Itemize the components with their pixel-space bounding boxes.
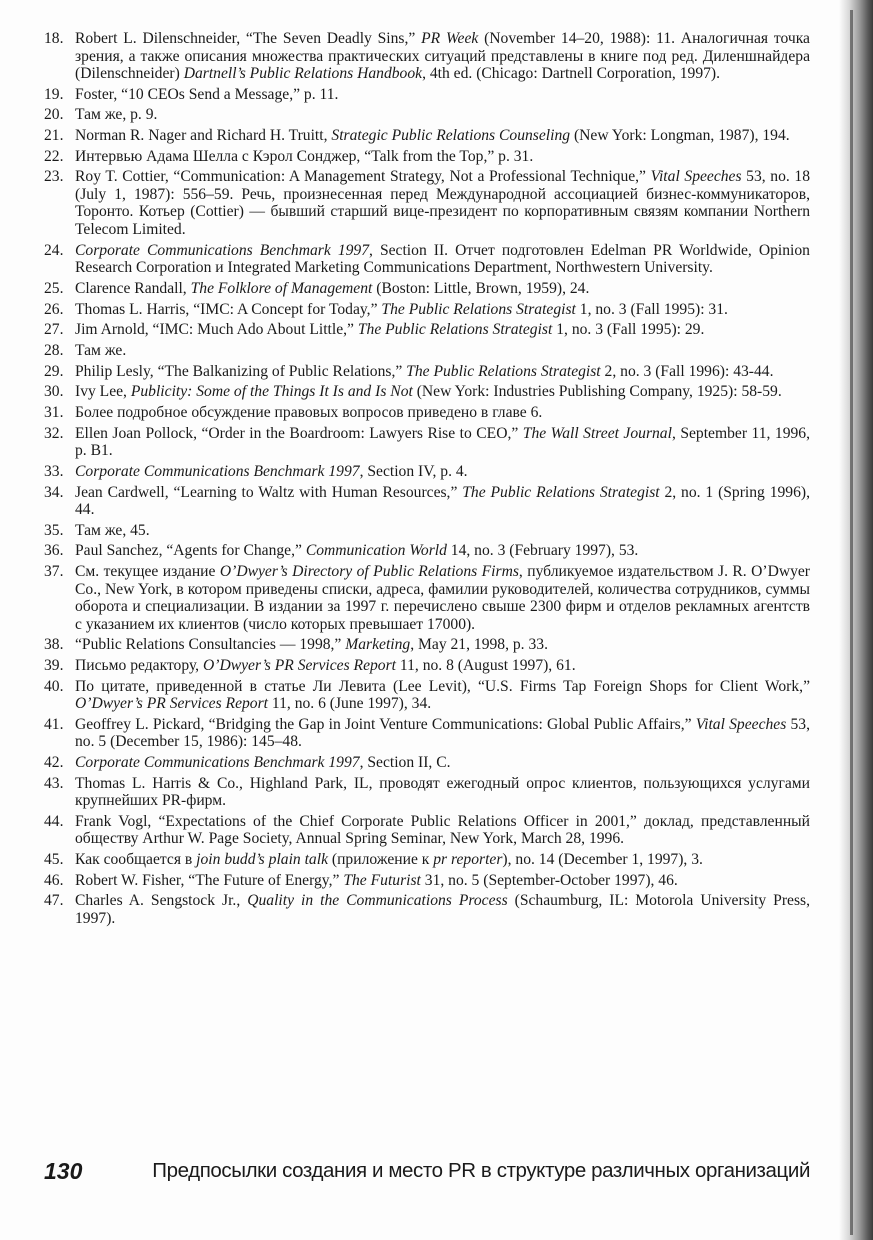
endnote-item: [44, 342, 810, 360]
endnote-text: [75, 86, 338, 103]
endnote-item: [44, 872, 810, 890]
endnote-number: 18.: [44, 30, 64, 47]
endnote-item: [44, 30, 810, 83]
endnote-text-run: 31, no. 5 (September-October 1997), 46.: [420, 871, 678, 889]
endnote-item: [44, 127, 810, 145]
endnote-number: 28.: [44, 341, 64, 359]
endnote-text-run: Там же, 45.: [75, 521, 150, 539]
endnote-text-run: Более подробное обсуждение правовых вопросов приведено в главе 6.: [75, 403, 543, 421]
endnote-text-run: Robert W. Fisher, “The Future of Energy,”: [75, 871, 344, 889]
endnote-text-run: (Schaumburg, IL: Motorola University Press, 1997).: [75, 892, 810, 927]
endnote-italic-title: PR Week: [421, 30, 479, 47]
endnote-text-run: Ivy Lee,: [75, 383, 131, 401]
endnote-item: [44, 716, 810, 751]
endnote-italic-title: Corporate Communications Benchmark 1997: [75, 754, 360, 771]
endnote-item: [44, 321, 810, 339]
endnote-text: [75, 892, 810, 927]
page-footer: [44, 1158, 810, 1198]
endnote-text-run: Там же.: [75, 341, 127, 359]
endnote-text: [75, 754, 451, 771]
endnote-text-run: Philip Lesly, “The Balkanizing of Public Relations,”: [75, 362, 407, 380]
endnote-text-run: 1, no. 3 (Fall 1995): 31.: [575, 300, 728, 318]
endnote-text: [75, 280, 589, 297]
endnote-item: [44, 678, 810, 713]
endnote-number: 40.: [44, 677, 64, 695]
endnote-text-run: Robert L. Dilenschneider, “The Seven Deadly Sins,”: [75, 30, 422, 47]
endnote-number: 21.: [44, 127, 64, 145]
endnote-text-run: ), no. 14 (December 1, 1997), 3.: [502, 851, 703, 869]
endnote-italic-title: The Folklore of Management: [190, 279, 373, 297]
endnote-text: [75, 872, 678, 889]
endnote-italic-title: The Futurist: [343, 871, 421, 889]
endnote-text-run: Там же, p. 9.: [75, 106, 158, 124]
endnote-item: [44, 280, 810, 298]
endnote-text: [75, 775, 810, 810]
endnote-text: [75, 851, 703, 868]
endnote-number: 31.: [44, 403, 64, 421]
endnote-text-run: 11, no. 8 (August 1997), 61.: [395, 656, 576, 674]
endnote-text: [75, 542, 638, 559]
endnote-text-run: Roy T. Cottier, “Communication: A Management Strategy, Not a Professional Technique,”: [75, 168, 651, 186]
endnote-text-run: Jim Arnold, “IMC: Much Ado About Little,”: [75, 321, 358, 339]
endnote-italic-title: O’Dwyer’s PR Services Report: [202, 656, 396, 674]
endnote-number: 41.: [44, 715, 64, 733]
endnote-item: [44, 242, 810, 277]
endnote-italic-title: The Public Relations Strategist: [406, 362, 601, 380]
endnote-number: 27.: [44, 321, 64, 339]
endnote-italic-title: Publicity: Some of the Things It Is and Is Not: [130, 383, 413, 401]
endnote-text-run: Foster, “10 CEOs Send a Message,” p. 11.: [75, 85, 339, 103]
endnote-text-run: 1, no. 3 (Fall 1995): 29.: [552, 321, 705, 339]
endnote-text-run: , 4th ed. (Chicago: Dartnell Corporation, 1997).: [422, 65, 721, 82]
endnote-text: [75, 813, 810, 848]
endnote-text-run: Thomas L. Harris, “IMC: A Concept for Today,”: [75, 300, 382, 318]
endnote-text: [75, 404, 542, 421]
endnote-item: [44, 86, 810, 104]
endnote-italic-title: Communication World: [305, 542, 447, 560]
endnote-text: [75, 127, 790, 144]
endnote-item: [44, 775, 810, 810]
endnote-text: [75, 522, 150, 539]
endnote-text-run: Frank Vogl, “Expectations of the Chief Corporate Public Relations Officer in 2001,” доклад, представленный обществу Arthur W. Page Society, Annual Spring Seminar, New York, March 28, 1996.: [75, 812, 810, 848]
endnotes-list: [44, 30, 810, 931]
endnote-italic-title: Marketing: [345, 636, 411, 654]
endnote-number: 45.: [44, 851, 64, 869]
endnote-text-run: “Public Relations Consultancies — 1998,”: [75, 636, 346, 654]
endnote-text-run: (New York: Industries Publishing Company, 1925): 58-59.: [412, 383, 782, 401]
endnote-text: [75, 242, 810, 277]
endnote-text: [75, 484, 810, 519]
endnote-text-run: Как сообщается в: [75, 851, 197, 869]
endnote-number: 19.: [44, 85, 64, 103]
endnote-number: 35.: [44, 521, 64, 539]
running-title: Предпосылки создания и место PR в структуре различных организаций: [152, 1159, 810, 1182]
endnote-italic-title: Strategic Public Relations Counseling: [331, 127, 571, 145]
endnote-italic-title: The Public Relations Strategist: [381, 300, 576, 318]
endnote-text-run: (приложение к: [328, 851, 434, 869]
endnote-item: [44, 657, 810, 675]
page-number: 130: [44, 1158, 83, 1184]
endnote-item: [44, 563, 810, 633]
endnote-text: [75, 106, 157, 123]
endnote-item: [44, 425, 810, 460]
endnote-text: [75, 321, 704, 338]
endnote-italic-title: The Public Relations Strategist: [357, 321, 553, 339]
endnote-text-run: 11, no. 6 (June 1997), 34.: [268, 695, 432, 713]
endnote-text: [75, 563, 810, 633]
endnote-text: [75, 30, 810, 82]
endnote-number: 26.: [44, 300, 64, 318]
endnote-number: 20.: [44, 106, 64, 124]
endnote-text: [75, 168, 810, 238]
endnote-item: [44, 542, 810, 560]
endnote-text: [75, 301, 728, 318]
endnote-item: [44, 301, 810, 319]
endnote-text-run: 2, no. 3 (Fall 1996): 43-44.: [600, 362, 774, 380]
endnote-number: 37.: [44, 563, 64, 581]
endnote-text-run: (Boston: Little, Brown, 1959), 24.: [372, 279, 590, 297]
endnote-italic-title: join budd’s plain talk: [196, 851, 328, 869]
endnote-item: [44, 754, 810, 772]
endnote-text-run: , Section II. Отчет подготовлен Edelman PR Worldwide, Opinion Research Corporation и Integrated Marketing Communications Department, Northwestern University.: [75, 241, 810, 277]
endnote-number: 36.: [44, 542, 64, 560]
endnote-text-run: Norman R. Nager and Richard H. Truitt,: [75, 127, 332, 145]
endnote-item: [44, 148, 810, 166]
endnote-item: [44, 363, 810, 381]
endnote-number: 22.: [44, 147, 64, 165]
endnote-text-run: (New York: Longman, 1987), 194.: [570, 127, 790, 145]
endnote-text-run: 53, no. 18 (July 1, 1987): 556–59. Речь, произнесенная перед Международной ассоциацией бизнес-коммуникаторов, Торонто. Котьер (Cottier) — бывший старший вице-президент по корпоративным связям компании Northern Telecom Limited.: [75, 168, 810, 238]
endnote-item: [44, 404, 810, 422]
endnote-text-run: Charles A. Sengstock Jr.,: [75, 892, 248, 910]
endnote-number: 24.: [44, 241, 64, 259]
endnote-text-run: По цитате, приведенной в статье Ли Левита (Lee Levit), “U.S. Firms Tap Foreign Shops for Client Work,”: [75, 677, 810, 695]
endnote-text-run: Письмо редактору,: [75, 656, 203, 674]
endnote-number: 23.: [44, 168, 64, 186]
endnote-italic-title: pr reporter: [433, 851, 503, 869]
endnote-text-run: Ellen Joan Pollock, “Order in the Boardroom: Lawyers Rise to CEO,”: [75, 424, 523, 442]
endnote-text-run: , May 21, 1998, p. 33.: [410, 636, 548, 654]
endnote-item: [44, 106, 810, 124]
endnote-text-run: Thomas L. Harris & Co., Highland Park, IL, проводят ежегодный опрос клиентов, пользующихся услугами крупнейших PR-фирм.: [75, 774, 810, 810]
endnote-item: [44, 522, 810, 540]
endnote-number: 44.: [44, 812, 64, 830]
endnote-item: [44, 813, 810, 848]
endnote-number: 39.: [44, 656, 64, 674]
endnote-italic-title: O’Dwyer’s PR Services Report: [75, 695, 268, 713]
binding-edge-shadow: [839, 0, 873, 1240]
endnote-text: [75, 716, 810, 751]
endnote-text-run: , September 11, 1996, p. B1.: [75, 424, 810, 460]
endnote-text: [75, 148, 533, 165]
endnote-item: [44, 463, 810, 481]
endnote-text: [75, 342, 126, 359]
endnote-number: 46.: [44, 871, 64, 889]
endnote-text: [75, 678, 810, 713]
endnote-text-run: Clarence Randall,: [75, 279, 191, 297]
endnote-text-run: См. текущее издание: [75, 563, 220, 581]
endnote-italic-title: Vital Speeches: [695, 715, 787, 733]
endnote-italic-title: Dartnell’s Public Relations Handbook: [183, 65, 423, 82]
endnote-number: 47.: [44, 892, 64, 910]
endnote-text: [75, 425, 810, 460]
endnote-number: 42.: [44, 754, 64, 771]
endnote-text-run: , публикуемое издательством J. R. O’Dwyer Co., New York, в котором приведены списки, адреса, фамилии руководителей, количества сотрудников, суммы оборота и специализации. В издании за 1997 г. перечислено свыше 2300 фирм и отделов рекламных агентств с указанием их клиентов (число которых превышает 17000).: [75, 563, 810, 633]
endnote-italic-title: The Public Relations Strategist: [462, 483, 660, 501]
endnote-text: [75, 383, 782, 400]
binding-edge-line: [850, 10, 853, 1235]
endnote-number: 38.: [44, 636, 64, 654]
endnote-number: 34.: [44, 483, 64, 501]
endnote-item: [44, 636, 810, 654]
endnote-item: [44, 484, 810, 519]
endnote-number: 43.: [44, 774, 64, 792]
endnote-number: 29.: [44, 362, 64, 380]
endnote-text-run: Paul Sanchez, “Agents for Change,”: [75, 542, 306, 560]
endnote-text-run: 53, no. 5 (December 15, 1986): 145–48.: [75, 715, 810, 751]
endnote-text-run: Интервью Адама Шелла с Кэрол Сонджер, “Talk from the Top,” p. 31.: [75, 147, 534, 165]
endnote-text: [75, 657, 576, 674]
endnote-text-run: 2, no. 1 (Spring 1996), 44.: [75, 483, 810, 518]
endnote-italic-title: Corporate Communications Benchmark 1997: [75, 462, 360, 480]
endnote-number: 32.: [44, 424, 64, 442]
endnote-italic-title: O’Dwyer’s Directory of Public Relations Firms: [219, 563, 519, 581]
endnote-text: [75, 463, 468, 480]
endnote-italic-title: Corporate Communications Benchmark 1997: [75, 241, 370, 259]
endnote-italic-title: Quality in the Communications Process: [247, 892, 508, 910]
endnote-item: [44, 168, 810, 238]
endnote-italic-title: Vital Speeches: [650, 168, 742, 186]
endnote-text: [75, 636, 548, 653]
endnote-item: [44, 383, 810, 401]
endnote-text-run: , Section IV, p. 4.: [359, 462, 468, 480]
endnote-number: 33.: [44, 462, 64, 480]
endnote-item: [44, 851, 810, 869]
endnote-text-run: (November 14–20, 1988): 11. Аналогичная точка зрения, а также описания множества практических ситуаций представлены в книге под ред. Диленшнайдера (Dilenschneider): [75, 30, 810, 82]
endnote-text: [75, 363, 773, 380]
endnote-text-run: , Section II, C.: [359, 754, 451, 771]
endnote-text-run: Geoffrey L. Pickard, “Bridging the Gap in Joint Venture Communications: Global Public Affairs,”: [75, 715, 696, 733]
endnote-number: 25.: [44, 279, 64, 297]
endnote-number: 30.: [44, 383, 64, 401]
endnote-text-run: 14, no. 3 (February 1997), 53.: [446, 542, 639, 560]
endnote-italic-title: The Wall Street Journal: [522, 424, 672, 442]
endnote-text-run: Jean Cardwell, “Learning to Waltz with Human Resources,”: [75, 483, 463, 501]
endnote-item: [44, 892, 810, 927]
